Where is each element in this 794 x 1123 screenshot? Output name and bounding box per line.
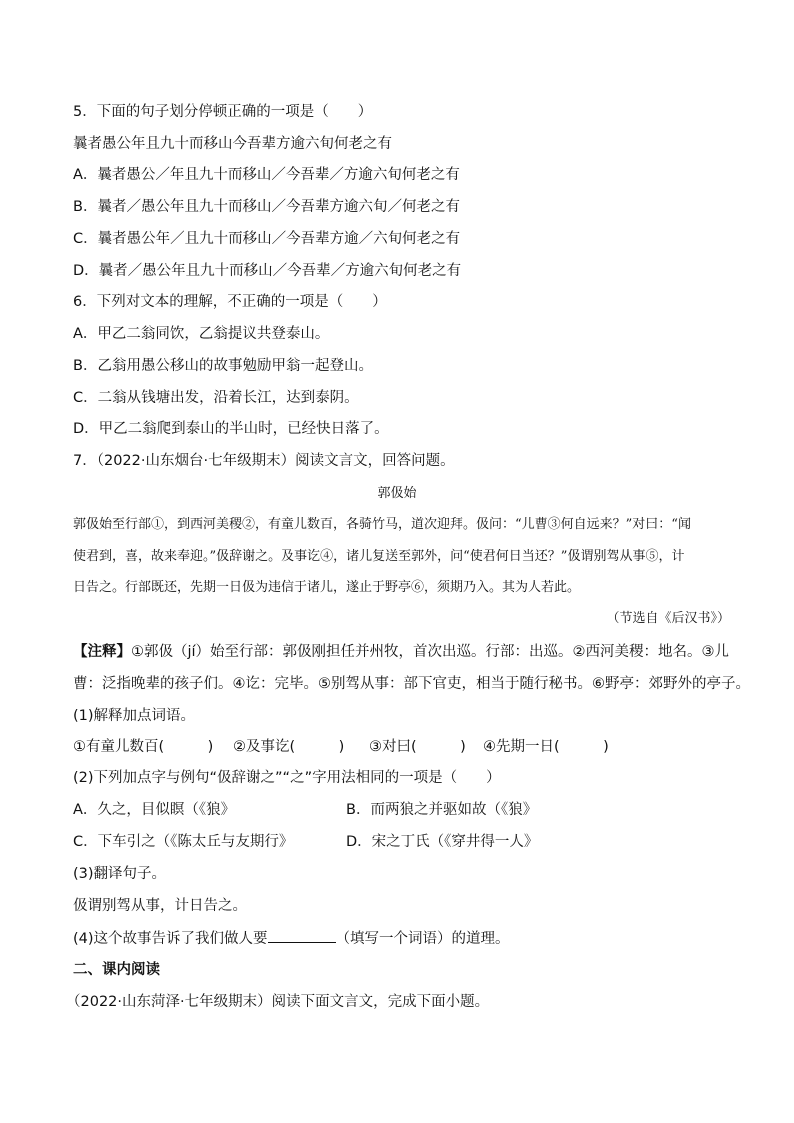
q5-stem: 5．下面的句子划分停顿正确的一项是（ ） bbox=[73, 104, 373, 120]
passage-line: 使君到，喜，故来奉迎。”伋辞谢之。及事讫④，诸儿复送至郭外，问“使君何日当还？”伋谓别驾从事⑤，计 bbox=[73, 549, 685, 564]
notes-label: 【注释】 bbox=[73, 644, 131, 660]
sub3-sentence: 伋谓别驾从事，计日告之。 bbox=[73, 898, 247, 914]
sub2-option-c: C．下车引之（《陈太丘与友期行》 bbox=[73, 834, 294, 850]
sub-question-4 bbox=[73, 928, 510, 949]
section-intro: （2022·山东菏泽·七年级期末）阅读下面文言文，完成下面小题。 bbox=[66, 994, 490, 1010]
section-heading: 二、课内阅读 bbox=[73, 962, 160, 978]
passage-line: 日告之。行部既还，先期一日伋为违信于诸儿，遂止于野亭⑥，须期乃入。其为人若此。 bbox=[73, 580, 581, 595]
notes-text: ①郭伋（jí）始至行部：郭伋刚担任并州牧，首次出巡。行部：出巡。②西河美稷：地名。③儿 bbox=[131, 644, 730, 660]
notes-line-2: 曹：泛指晚辈的孩子们。④讫：完毕。⑤别驾从事：部下官吏，相当于随行秘书。⑥野亭：郊野外的亭子。 bbox=[73, 676, 750, 692]
sub4-text-after: （填写一个词语）的道理。 bbox=[335, 931, 510, 947]
q5-option-b: B．曩者／愚公年且九十而移山／今吾辈方逾六旬／何老之有 bbox=[73, 199, 460, 215]
passage-line: 郭伋始至行部①，到西河美稷②，有童儿数百，各骑竹马，道次迎拜。伋问：“儿曹③何自远来？”对曰：“闻 bbox=[73, 517, 691, 532]
passage-title: 郭伋始 bbox=[377, 486, 417, 501]
q7-stem: 7．（2022·山东烟台·七年级期末）阅读文言文，回答问题。 bbox=[73, 453, 455, 469]
q6-option-d: D．甲乙二翁爬到泰山的半山时，已经快日落了。 bbox=[73, 421, 389, 437]
sub-question-1: (1)解释加点词语。 bbox=[73, 708, 196, 724]
sub1-item-4: ④先期一日( ) bbox=[483, 739, 609, 755]
q5-option-a: A．曩者愚公／年且九十而移山／今吾辈／方逾六旬何老之有 bbox=[73, 167, 460, 183]
sub-question-3: (3)翻译句子。 bbox=[73, 866, 167, 882]
sub1-item-3: ③对曰( ) bbox=[369, 739, 466, 755]
sub4-text-before: (4)这个故事告诉了我们做人要 bbox=[73, 931, 268, 947]
q5-option-d: D．曩者／愚公年且九十而移山／今吾辈／方逾六旬何老之有 bbox=[73, 263, 462, 279]
q5-option-c: C．曩者愚公年／且九十而移山／今吾辈方逾／六旬何老之有 bbox=[73, 231, 461, 247]
sub-question-2: (2)下列加点字与例句“伋辞谢之”“之”字用法相同的一项是（ ） bbox=[73, 770, 501, 786]
q6-option-c: C．二翁从钱塘出发，沿着长江，达到泰阴。 bbox=[73, 390, 359, 406]
sub2-option-a: A．久之，目似瞑（《狼》 bbox=[73, 802, 236, 818]
answer-blank[interactable] bbox=[268, 928, 336, 943]
q6-stem: 6．下列对文本的理解，不正确的一项是（ ） bbox=[73, 294, 387, 310]
q5-sentence: 曩者愚公年且九十而移山今吾辈方逾六旬何老之有 bbox=[73, 136, 392, 152]
sub2-option-b: B．而两狼之并驱如故（《狼》 bbox=[346, 802, 538, 818]
sub1-item-2: ②及事讫( ) bbox=[233, 739, 345, 755]
q6-option-b: B．乙翁用愚公移山的故事勉励甲翁一起登山。 bbox=[73, 358, 373, 374]
passage-source: （节选自《后汉书》） bbox=[606, 611, 730, 626]
sub1-item-1: ①有童儿数百( ) bbox=[73, 739, 214, 755]
sub2-option-d: D．宋之丁氏（《穿井得一人》 bbox=[346, 834, 539, 850]
notes-line-1 bbox=[73, 642, 729, 662]
q6-option-a: A．甲乙二翁同饮，乙翁提议共登泰山。 bbox=[73, 326, 330, 342]
